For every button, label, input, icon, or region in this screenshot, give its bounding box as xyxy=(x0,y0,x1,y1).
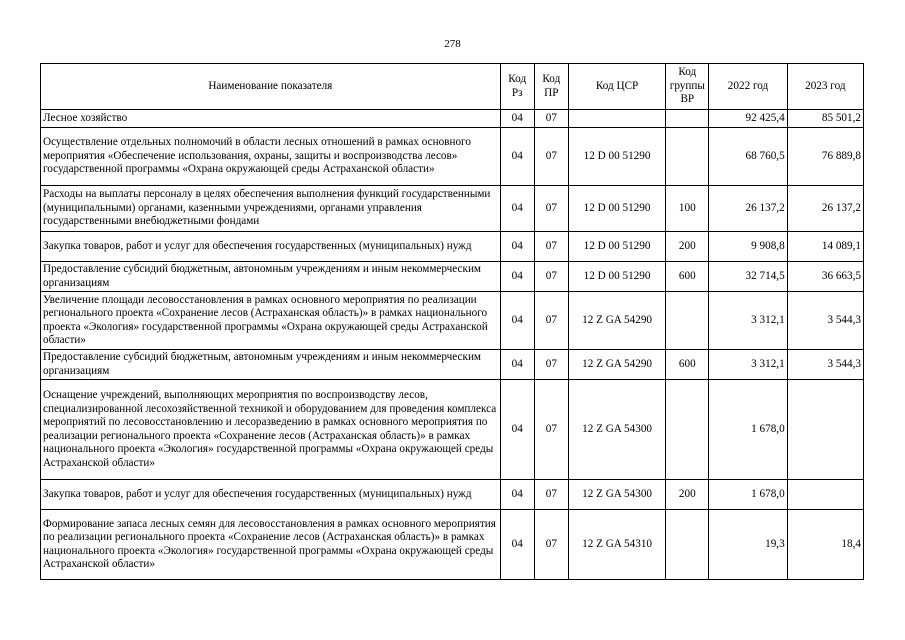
row-2023-cell xyxy=(787,380,863,480)
row-2022-cell: 1 678,0 xyxy=(709,480,787,510)
row-rz-cell: 04 xyxy=(500,480,534,510)
row-pr-cell: 07 xyxy=(534,350,568,380)
row-pr-cell: 07 xyxy=(534,480,568,510)
row-name-cell: Предоставление субсидий бюджетным, автономным учреждениям и иным некоммерческим организациям xyxy=(41,262,501,292)
header-csr: Код ЦСР xyxy=(568,64,665,110)
row-vr-cell xyxy=(666,510,709,580)
row-csr-cell: 12 Z GA 54300 xyxy=(568,380,665,480)
row-csr-cell: 12 Z GA 54310 xyxy=(568,510,665,580)
header-name: Наименование показателя xyxy=(41,64,501,110)
row-name-cell: Увеличение площади лесовосстановления в рамках основного мероприятия по реализации регионального проекта «Сохранение лесов (Астраханская область)» в рамках национального проекта «Экология» государственной программы «Охрана окружающей среды Астраханской области» xyxy=(41,292,501,350)
table-row xyxy=(41,480,864,510)
row-rz-cell: 04 xyxy=(500,292,534,350)
row-vr-cell: 200 xyxy=(666,480,709,510)
row-2023-cell: 26 137,2 xyxy=(787,186,863,232)
row-rz-cell: 04 xyxy=(500,186,534,232)
row-csr-cell: 12 Z GA 54290 xyxy=(568,292,665,350)
row-csr-cell: 12 D 00 51290 xyxy=(568,186,665,232)
row-csr-cell: 12 D 00 51290 xyxy=(568,232,665,262)
row-rz-cell: 04 xyxy=(500,232,534,262)
row-2022-cell: 32 714,5 xyxy=(709,262,787,292)
row-pr-cell: 07 xyxy=(534,186,568,232)
row-2022-cell: 19,3 xyxy=(709,510,787,580)
row-vr-cell: 600 xyxy=(666,350,709,380)
row-2022-cell: 68 760,5 xyxy=(709,128,787,186)
row-name-cell: Расходы на выплаты персоналу в целях обеспечения выполнения функций государственными (муниципальными) органами, казенными учреждениями, органами управления государственными внебюджетными фондами xyxy=(41,186,501,232)
row-vr-cell: 100 xyxy=(666,186,709,232)
header-2022: 2022 год xyxy=(709,64,787,110)
table-header-row xyxy=(41,64,864,110)
row-2023-cell: 14 089,1 xyxy=(787,232,863,262)
row-2022-cell: 3 312,1 xyxy=(709,350,787,380)
row-vr-cell xyxy=(666,128,709,186)
header-pr: Код ПР xyxy=(534,64,568,110)
row-csr-cell: 12 Z GA 54300 xyxy=(568,480,665,510)
header-2023: 2023 год xyxy=(787,64,863,110)
budget-table xyxy=(40,63,864,580)
row-name-cell: Формирование запаса лесных семян для лесовосстановления в рамках основного мероприятия по реализации регионального проекта «Сохранение лесов (Астраханская область)» в рамках национального проекта «Экология» государственной программы «Охрана окружающей среды Астраханской области» xyxy=(41,510,501,580)
row-vr-cell: 200 xyxy=(666,232,709,262)
row-vr-cell xyxy=(666,380,709,480)
row-csr-cell: 12 Z GA 54290 xyxy=(568,350,665,380)
table-row xyxy=(41,380,864,480)
table-row xyxy=(41,292,864,350)
page-number: 278 xyxy=(444,38,461,50)
row-pr-cell: 07 xyxy=(534,232,568,262)
row-2023-cell: 36 663,5 xyxy=(787,262,863,292)
row-pr-cell: 07 xyxy=(534,262,568,292)
row-rz-cell: 04 xyxy=(500,380,534,480)
table-row xyxy=(41,186,864,232)
row-2023-cell: 76 889,8 xyxy=(787,128,863,186)
row-name-cell: Закупка товаров, работ и услуг для обеспечения государственных (муниципальных) нужд xyxy=(41,480,501,510)
table-row xyxy=(41,510,864,580)
row-2023-cell: 3 544,3 xyxy=(787,350,863,380)
table-row xyxy=(41,128,864,186)
row-2022-cell: 9 908,8 xyxy=(709,232,787,262)
row-2023-cell: 85 501,2 xyxy=(787,110,863,128)
row-vr-cell xyxy=(666,292,709,350)
table-row xyxy=(41,350,864,380)
row-2023-cell: 3 544,3 xyxy=(787,292,863,350)
table-row xyxy=(41,110,864,128)
row-rz-cell: 04 xyxy=(500,350,534,380)
row-name-cell: Оснащение учреждений, выполняющих мероприятия по воспроизводству лесов, специализированной лесохозяйственной техникой и оборудованием для проведения комплекса мероприятий по лесовосстановлению и лесоразведению в рамках основного мероприятия по реализации регионального проекта «Сохранение лесов (Астраханская область)» в рамках национального проекта «Экология» государственной программы «Охрана окружающей среды Астраханской области» xyxy=(41,380,501,480)
row-rz-cell: 04 xyxy=(500,128,534,186)
row-name-cell: Осуществление отдельных полномочий в области лесных отношений в рамках основного мероприятия «Обеспечение использования, охраны, защиты и воспроизводства лесов» государственной программы «Охрана окружающей среды Астраханской области» xyxy=(41,128,501,186)
row-rz-cell: 04 xyxy=(500,110,534,128)
row-2023-cell xyxy=(787,480,863,510)
row-csr-cell: 12 D 00 51290 xyxy=(568,262,665,292)
row-2023-cell: 18,4 xyxy=(787,510,863,580)
table-row xyxy=(41,232,864,262)
row-vr-cell: 600 xyxy=(666,262,709,292)
row-pr-cell: 07 xyxy=(534,128,568,186)
table-row xyxy=(41,262,864,292)
row-2022-cell: 3 312,1 xyxy=(709,292,787,350)
row-rz-cell: 04 xyxy=(500,510,534,580)
row-2022-cell: 92 425,4 xyxy=(709,110,787,128)
row-csr-cell xyxy=(568,110,665,128)
row-2022-cell: 26 137,2 xyxy=(709,186,787,232)
row-vr-cell xyxy=(666,110,709,128)
header-vr: Код группы ВР xyxy=(666,64,709,110)
row-rz-cell: 04 xyxy=(500,262,534,292)
row-2022-cell: 1 678,0 xyxy=(709,380,787,480)
row-pr-cell: 07 xyxy=(534,510,568,580)
row-pr-cell: 07 xyxy=(534,110,568,128)
row-csr-cell: 12 D 00 51290 xyxy=(568,128,665,186)
row-name-cell: Закупка товаров, работ и услуг для обеспечения государственных (муниципальных) нужд xyxy=(41,232,501,262)
row-pr-cell: 07 xyxy=(534,292,568,350)
row-pr-cell: 07 xyxy=(534,380,568,480)
row-name-cell: Предоставление субсидий бюджетным, автономным учреждениям и иным некоммерческим организациям xyxy=(41,350,501,380)
row-name-cell: Лесное хозяйство xyxy=(41,110,501,128)
header-rz: Код Рз xyxy=(500,64,534,110)
